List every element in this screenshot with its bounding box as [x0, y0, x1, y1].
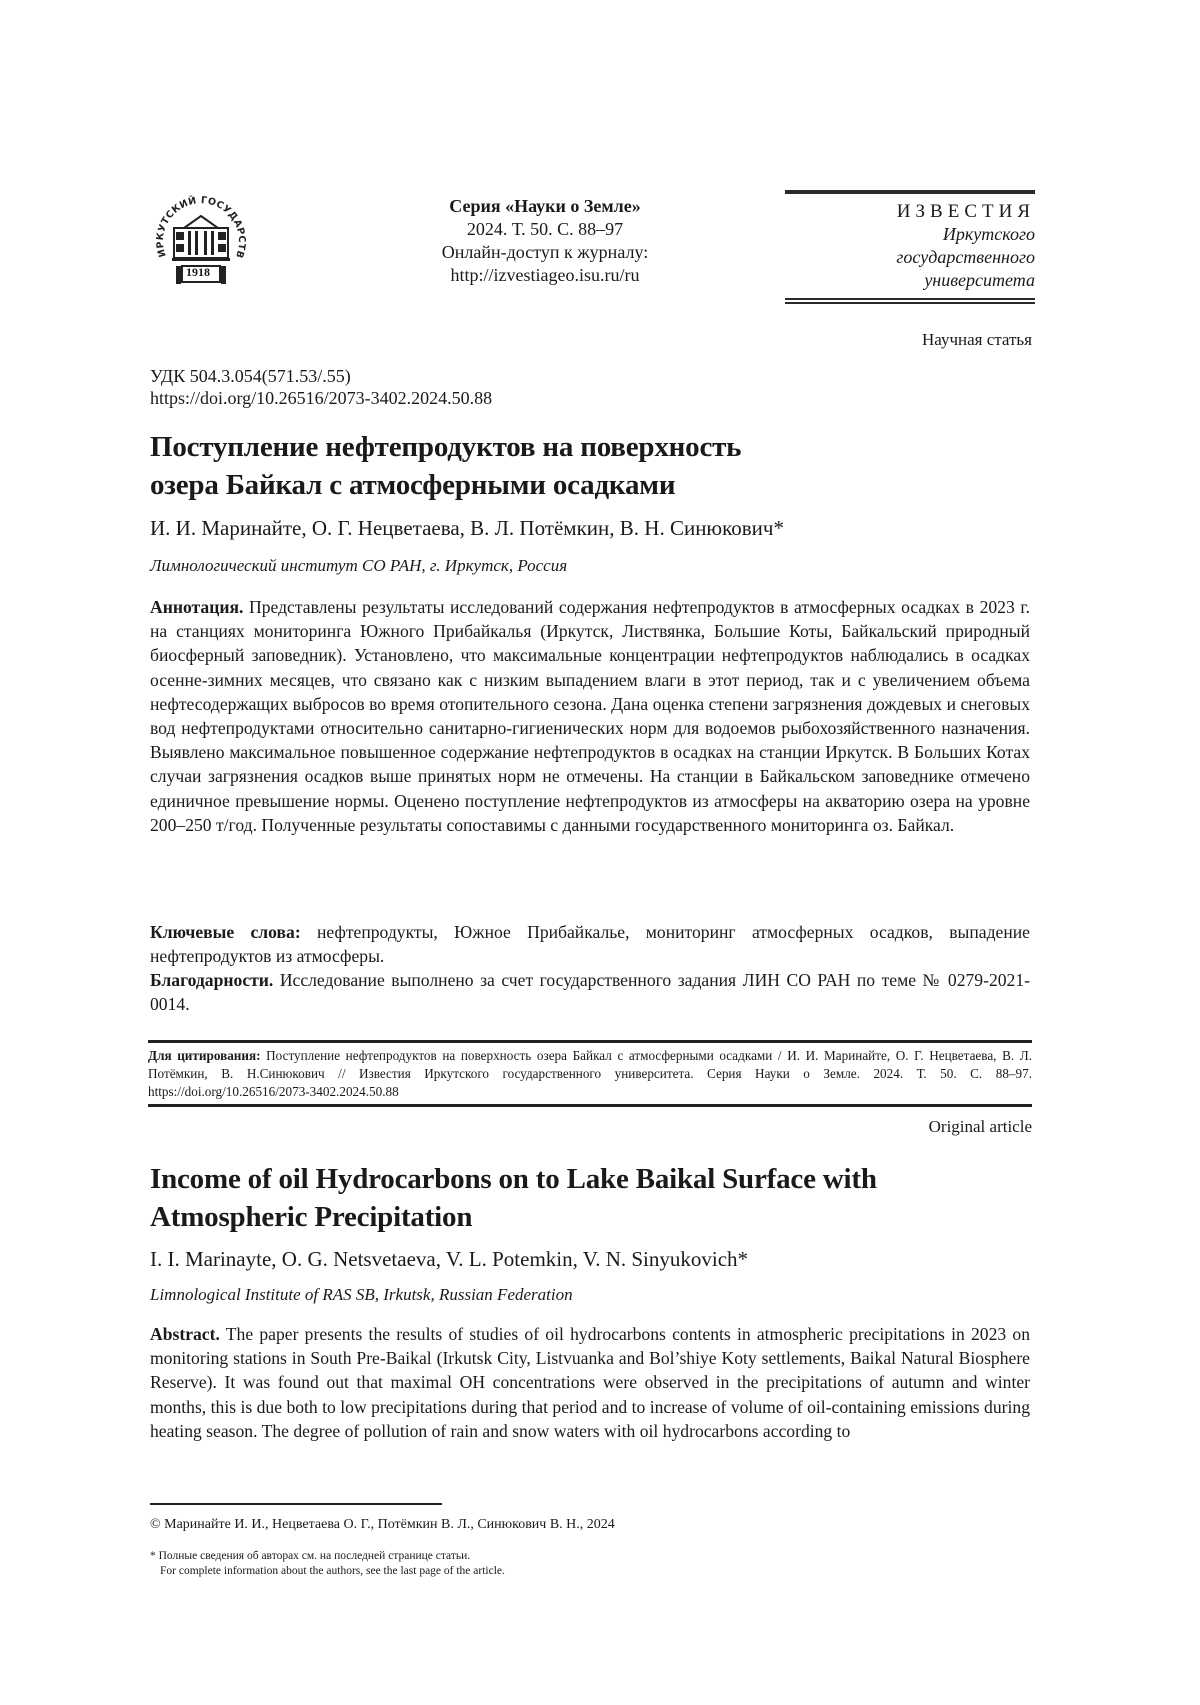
- header-rule-top: [785, 190, 1035, 194]
- article-type-ru: Научная статья: [921, 330, 1032, 349]
- acknowledgments-ru: [150, 968, 1030, 1016]
- title-ru-line1: Поступление нефтепродуктов на поверхность: [150, 431, 742, 463]
- title-en-line2: Atmospheric Precipitation: [150, 1201, 473, 1233]
- footnote-divider: [150, 1503, 442, 1505]
- doi-link[interactable]: https://doi.org/10.26516/2073-3402.2024.50.88: [150, 388, 493, 408]
- udk-code: УДК 504.3.054(571.53/.55): [150, 366, 351, 386]
- udk-block: [150, 365, 492, 409]
- header-rule-bottom: [785, 298, 1035, 304]
- online-access-label: Онлайн-доступ к журналу:: [441, 242, 649, 262]
- series-volume: 2024. Т. 50. С. 88–97: [466, 219, 624, 239]
- abstract-en-label: Abstract.: [150, 1324, 220, 1344]
- seal-year: 1918: [186, 265, 210, 279]
- authors-en: I. I. Marinayte, O. G. Netsvetaeva, V. L. Potemkin, V. N. Sinyukovich*: [150, 1247, 749, 1271]
- keywords-ru: [150, 920, 1030, 968]
- keywords-ru-text: нефтепродукты, Южное Прибайкалье, мониторинг атмосферных осадков, выпадение нефтепродуктов из атмосферы.: [150, 922, 1030, 967]
- keywords-ru-label: Ключевые слова:: [150, 922, 301, 942]
- series-info: [400, 195, 690, 287]
- journal-title: ИЗВЕСТИЯ: [896, 201, 1035, 222]
- footnote-ru: * Полные сведения об авторах см. на последней странице статьи.: [150, 1550, 471, 1562]
- citation-label: Для цитирования:: [148, 1048, 261, 1063]
- abstract-ru-text: Представлены результаты исследований содержания нефтепродуктов в атмосферных осадках в 2023 г. на станциях мониторинга Южного Прибайкалья (Иркутск, Листвянка, Большие Коты, Байкальский природный биосферный заповедник). Установлено, что максимальные концентрации нефтепродуктов наблюдались в осадках осенне-зимних месяцев, что связано как с низким выпадением влаги в этот период, так и с увеличением объема нефтесодержащих выбросов во время отопительного сезона. Дана оценка степени загрязнения дождевых и снеговых вод нефтепродуктами относительно санитарно-гигиенических норм для водоемов рыбохозяйственного назначения. Выявлено максимальное повышенное содержание нефтепродуктов в осадках на станции Иркутск. В Больших Котах случаи загрязнения осадков выше принятых норм не отмечены. На станции в Байкальском заповеднике отмечено единичное превышение нормы. Оценено поступление нефтепродуктов из атмосферы на акваторию озера на уровне 200–250 т/год. Полученные результаты сопоставимы с данными государственного мониторинга оз. Байкал.: [150, 597, 1030, 835]
- university-seal-icon: [146, 186, 256, 296]
- footnote-en: For complete information about the authors, see the last page of the article.: [160, 1565, 505, 1577]
- affiliation-ru: Лимнологический институт СО РАН, г. Иркутск, Россия: [150, 556, 568, 575]
- title-en-line1: Income of oil Hydrocarbons on to Lake Baikal Surface with: [150, 1163, 877, 1195]
- abstract-ru: [150, 595, 1030, 837]
- journal-subtitle-line1: Иркутского: [942, 224, 1035, 244]
- journal-subtitle-line3: университета: [924, 270, 1035, 290]
- journal-subtitle-line2: государственного: [896, 247, 1035, 267]
- acknowledgments-ru-text: Исследование выполнено за счет государственного задания ЛИН СО РАН по теме № 0279-2021-0014.: [150, 970, 1030, 1015]
- article-title-ru: [150, 428, 1050, 504]
- acknowledgments-ru-label: Благодарности.: [150, 970, 274, 990]
- journal-name-block: [785, 190, 1035, 304]
- affiliation-en: Limnological Institute of RAS SB, Irkutsk, Russian Federation: [150, 1285, 573, 1304]
- article-title-en: [150, 1160, 1050, 1236]
- citation-box: [148, 1040, 1032, 1107]
- abstract-ru-label: Аннотация.: [150, 597, 244, 617]
- citation-text: Поступление нефтепродуктов на поверхность озера Байкал с атмосферными осадками / И. И. Маринайте, О. Г. Нецветаева, В. Л. Потёмкин, В. Н.Синюкович // Известия Иркутского государственного университета. Серия Науки о Земле. 2024. Т. 50. С. 88–97. https://doi.org/10.26516/2073-3402.2024.50.88: [148, 1048, 1033, 1099]
- article-type-en: Original article: [928, 1117, 1032, 1136]
- authors-ru: И. И. Маринайте, О. Г. Нецветаева, В. Л. Потёмкин, В. Н. Синюкович*: [150, 516, 784, 540]
- abstract-en: [150, 1322, 1030, 1443]
- series-name: Серия «Науки о Земле»: [449, 196, 641, 216]
- title-ru-line2: озера Байкал с атмосферными осадками: [150, 469, 676, 501]
- abstract-en-text: The paper presents the results of studies of oil hydrocarbons contents in atmospheric precipitations in 2023 on monitoring stations in South Pre-Baikal (Irkutsk City, Listvuanka and Bol’shiye Koty settlements, Baikal Natural Biosphere Reserve). It was found out that maximal OH concentrations were observed in the precipitations of autumn and winter months, this is due both to low precipitations during that period and to increase of volume of oil-containing emissions during heating season. The degree of pollution of rain and snow waters with oil hydrocarbons according to: [150, 1324, 1030, 1441]
- journal-url-link[interactable]: http://izvestiageo.isu.ru/ru: [450, 265, 640, 285]
- author-footnote: [150, 1549, 505, 1579]
- copyright-notice: © Маринайте И. И., Нецветаева О. Г., Потёмкин В. Л., Синюкович В. Н., 2024: [150, 1517, 615, 1532]
- svg-text:ИРКУТСКИЙ ГОСУДАРСТВЕННЫЙ УНИВ: ИРКУТСКИЙ ГОСУДАРСТВ: [154, 195, 248, 260]
